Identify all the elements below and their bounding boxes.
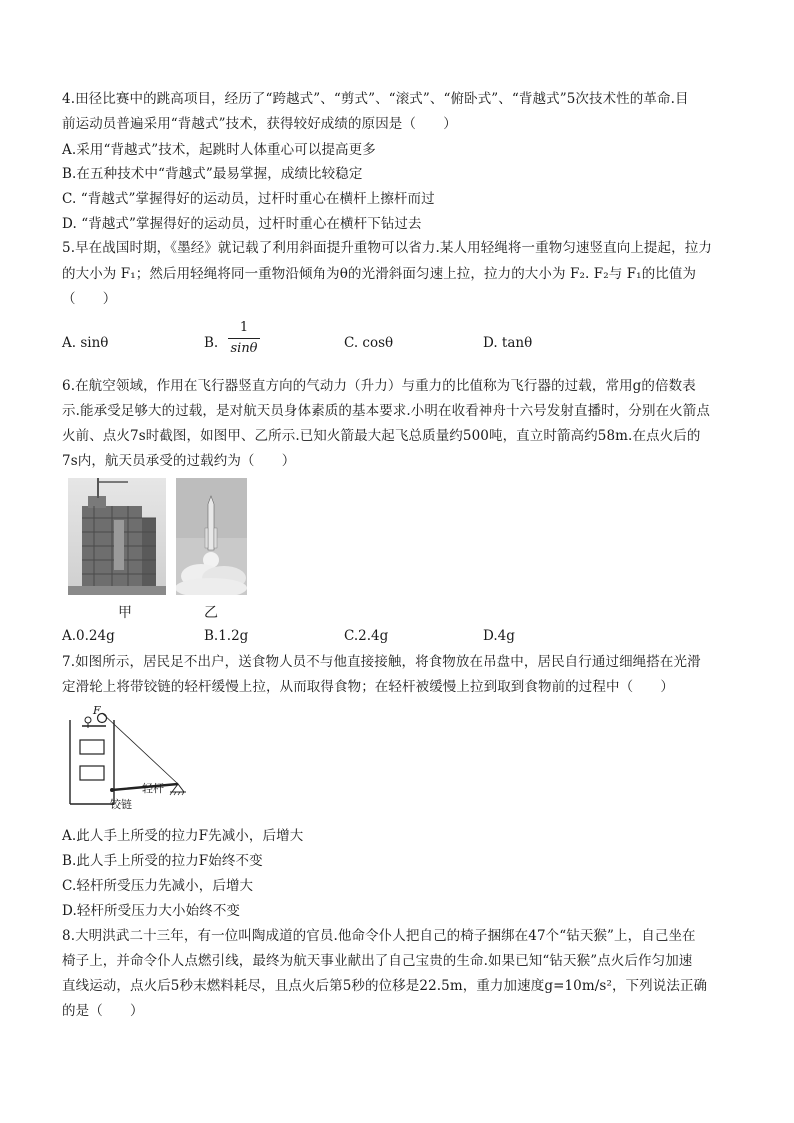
q8-stem-line1: 8.大明洪武二十三年，有一位叫陶成道的官员.他命令仆人把自己的椅子捆绑在47个“钻天猴”上，自己坐在 [62, 928, 696, 944]
q5-option-c: C. cosθ [344, 335, 394, 351]
q8-stem-line4: 的是（ ） [62, 1003, 144, 1019]
q4-stem-line1: 4.田径比赛中的跳高项目，经历了“跨越式”、“剪式”、“滚式”、“俯卧式”、“背越式”5次技术性的革命.目 [62, 91, 689, 107]
q4-option-d: D. “背越式”掌握得好的运动员，过杆时重心在横杆下钻过去 [62, 216, 422, 232]
launch-tower-photo [68, 478, 166, 595]
q6-stem-line2: 示.能承受足够大的过载，是对航天员身体素质的基本要求.小明在收看神舟十六号发射直播时，分别在火箭点 [62, 403, 710, 419]
q4-option-a: A.采用“背越式”技术，起跳时人体重心可以提高更多 [62, 142, 376, 158]
q5-option-b-fraction [226, 320, 262, 357]
q5-stem-line1: 5.早在战国时期，《墨经》就记载了利用斜面提升重物可以省力.某人用轻绳将一重物匀速竖直向上提起，拉力 [62, 240, 712, 256]
hinge-label: 铰链 [110, 798, 132, 811]
force-label-f: F [93, 704, 101, 717]
photo-caption-jia: 甲 [118, 605, 132, 621]
rocket-liftoff-photo [176, 478, 247, 595]
q6-stem-line1: 6.在航空领域，作用在飞行器竖直方向的气动力（升力）与重力的比值称为飞行器的过载，常用g的倍数表 [62, 378, 696, 394]
photo-caption-yi: 乙 [204, 605, 218, 621]
q6-stem-line3: 火前、点火7s时截图，如图甲、乙所示.已知火箭最大起飞总质量约500吨，直立时箭高约58m.在点火后的 [62, 428, 701, 444]
q8-stem-line3: 直线运动，点火后5秒末燃料耗尽，且点火后第5秒的位移是22.5m，重力加速度g=10m/s²，下列说法正确 [62, 978, 708, 994]
q8-stem-line2: 椅子上，并命令仆人点燃引线，最终为航天事业献出了自己宝贵的生命.如果已知“钻天猴”点火后作匀加速 [62, 953, 693, 969]
q7-option-c: C.轻杆所受压力先减小，后增大 [62, 878, 254, 894]
fraction-denominator: sinθ [230, 341, 258, 356]
rod-label: 轻杆 [142, 782, 164, 795]
q6-option-b: B.1.2g [204, 628, 249, 644]
q5-stem-line2: 的大小为 F₁；然后用轻绳将同一重物沿倾角为θ的光滑斜面匀速上拉，拉力的大小为 F₂. F₂与 F₁的比值为 [62, 266, 697, 282]
q6-option-a: A.0.24g [62, 628, 115, 644]
q6-option-c: C.2.4g [344, 628, 389, 644]
q7-option-b: B.此人手上所受的拉力F始终不变 [62, 853, 263, 869]
q7-stem-line2: 定滑轮上将带铰链的轻杆缓慢上拉，从而取得食物；在轻杆被缓慢上拉到取到食物前的过程中（ ） [62, 679, 674, 695]
q4-option-c: C. “背越式”掌握得好的运动员，过杆时重心在横杆上擦杆而过 [62, 191, 435, 207]
q7-option-a: A.此人手上所受的拉力F先减小，后增大 [62, 828, 304, 844]
q5-option-d: D. tanθ [483, 335, 533, 351]
q4-stem-line2: 前运动员普遍采用“背越式”技术，获得较好成绩的原因是（ ） [62, 116, 457, 132]
q5-option-a: A. sinθ [62, 335, 109, 351]
q6-option-d: D.4g [483, 628, 515, 644]
q7-stem-line1: 7.如图所示，居民足不出户，送食物人员不与他直接接触，将食物放在吊盘中，居民自行通过细绳搭在光滑 [62, 654, 701, 670]
q5-stem-line3: （ ） [62, 291, 117, 307]
pulley-rod-diagram [66, 706, 190, 810]
fraction-bar [228, 338, 260, 339]
q6-stem-line4: 7s内，航天员承受的过载约为（ ） [62, 453, 296, 469]
q7-option-d: D.轻杆所受压力大小始终不变 [62, 903, 241, 919]
q4-option-b: B.在五种技术中“背越式”最易掌握，成绩比较稳定 [62, 166, 363, 182]
fraction-numerator: 1 [239, 320, 249, 335]
q5-option-b-label: B. [204, 335, 219, 351]
